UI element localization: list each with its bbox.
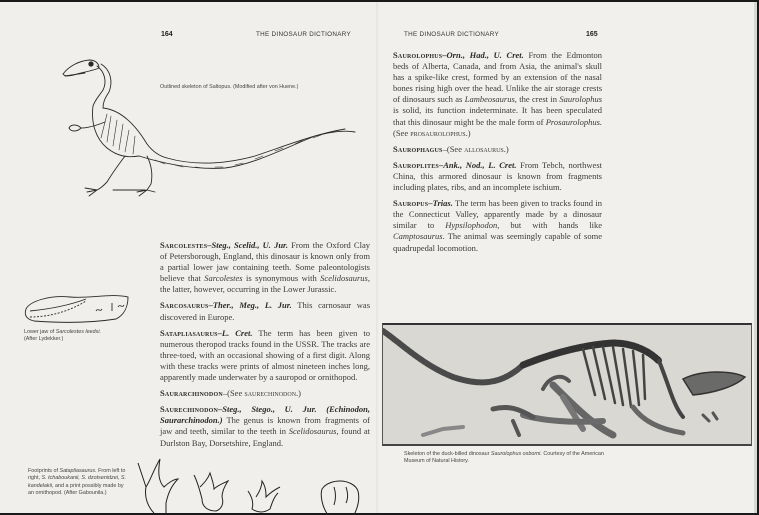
- entry-saurarchinodon: Saurarchinodon–(See saurechinodon.): [160, 388, 301, 399]
- dictionary-entries-left: [160, 240, 370, 454]
- entry-saurophagus: Saurophagus–(See allosaurus.): [393, 143, 509, 154]
- figure-caption: Footprints of Satapliasaurus. From left to right, S. tchaboukanii, S. dzotsenidzei, S. kandelakii, and a print possibly made by an ornithopod. (After Gabounila.): [28, 468, 126, 497]
- saurolophus-skeleton-illustration: [383, 325, 751, 444]
- entry-saurechinodon: Saurechinodon–Steg., Stego., U. Jur. (Echinodon, Saurarchinodon.) The genus is known from fragments of jaw and teeth, similar to the teeth in Scelidosaurus, found at Durlston Bay, Dorsetshire, England.: [160, 404, 370, 448]
- entry-satapliasaurus: Satapliasaurus–L. Cret. The term has been given to numerous theropod tracks found in the USSR. The tracks are three-toed, with an occasional showing of a first digit. Along with these tracks were prints of almost nineteen inches long, apparently made underwater by a sauropod or ornithopod.: [160, 327, 370, 383]
- entry-sarcolestes: Sarcolestes–Steg., Scelid., U. Jur. From the Oxford Clay of Petersborough, England, this dinosaur is known only from a partial lower jaw containing teeth. Some paleontologists believe that Sarcolestes is synonymous with Scelidosaurus, the latter, however, occurring in the Lower Jurassic.: [160, 240, 370, 295]
- running-head: THE DINOSAUR DICTIONARY: [256, 31, 351, 38]
- entry-sauropus: Sauropus–Trias. The term has been given to tracks found in the Connecticut Valley, apparently made by a dinosaur similar to Hypsilophodon, but with hands like Camptosaurus. The animal was seemingly capable of some quadrupedal locomotion.: [393, 198, 602, 253]
- page-edge: [754, 2, 757, 513]
- page-number: 165: [586, 31, 598, 38]
- page-number: 164: [161, 31, 173, 38]
- sarcolestes-jaw-illustration: [20, 287, 130, 327]
- saltopus-skeleton-illustration: [55, 52, 360, 197]
- entry-sauroplites: Sauroplites–Ank., Nod., L. Cret. From Tebch, northwest China, this armored dinosaur is known from fragments including plates, ribs, and an incomplete ischium.: [393, 159, 602, 193]
- entry-sarcosaurus: Sarcosaurus–Ther., Meg., L. Jur. This carnosaur was discovered in Europe.: [160, 300, 371, 322]
- entry-saurolophus: Saurolophus–Orn., Had., U. Cret. From the Edmonton beds of Alberta, Canada, and from Asia, the animal's skull has a spike-like crest, formed by an extension of the nasal bones rising high over the head. Unlike the air storage crests of dinosaurs such as Lambeosaurus, the crest in Saurolophus is solid, its function indeterminate. It has been speculated that this dinosaur might be the male form of Prosaurolophus. (See prosaurolophus.): [393, 50, 603, 138]
- running-head: THE DINOSAUR DICTIONARY: [404, 31, 499, 38]
- satapliasaurus-footprints-illustration: [132, 457, 367, 515]
- saurolophus-skeleton-photo: [382, 323, 752, 446]
- figure-caption: Skeleton of the duck-billed dinosaur Saurolophus osborni. Courtesy of the American Museum of Natural History.: [404, 451, 604, 465]
- figure-caption: Outlined skeleton of Saltopus. (Modified after von Huene.): [160, 84, 299, 90]
- figure-caption: Lower jaw of Sarcolestes leedsi. (After Lydekker.): [24, 329, 102, 343]
- left-page: [0, 2, 379, 513]
- dictionary-entries-right: [393, 50, 602, 259]
- book-spread: [0, 2, 757, 513]
